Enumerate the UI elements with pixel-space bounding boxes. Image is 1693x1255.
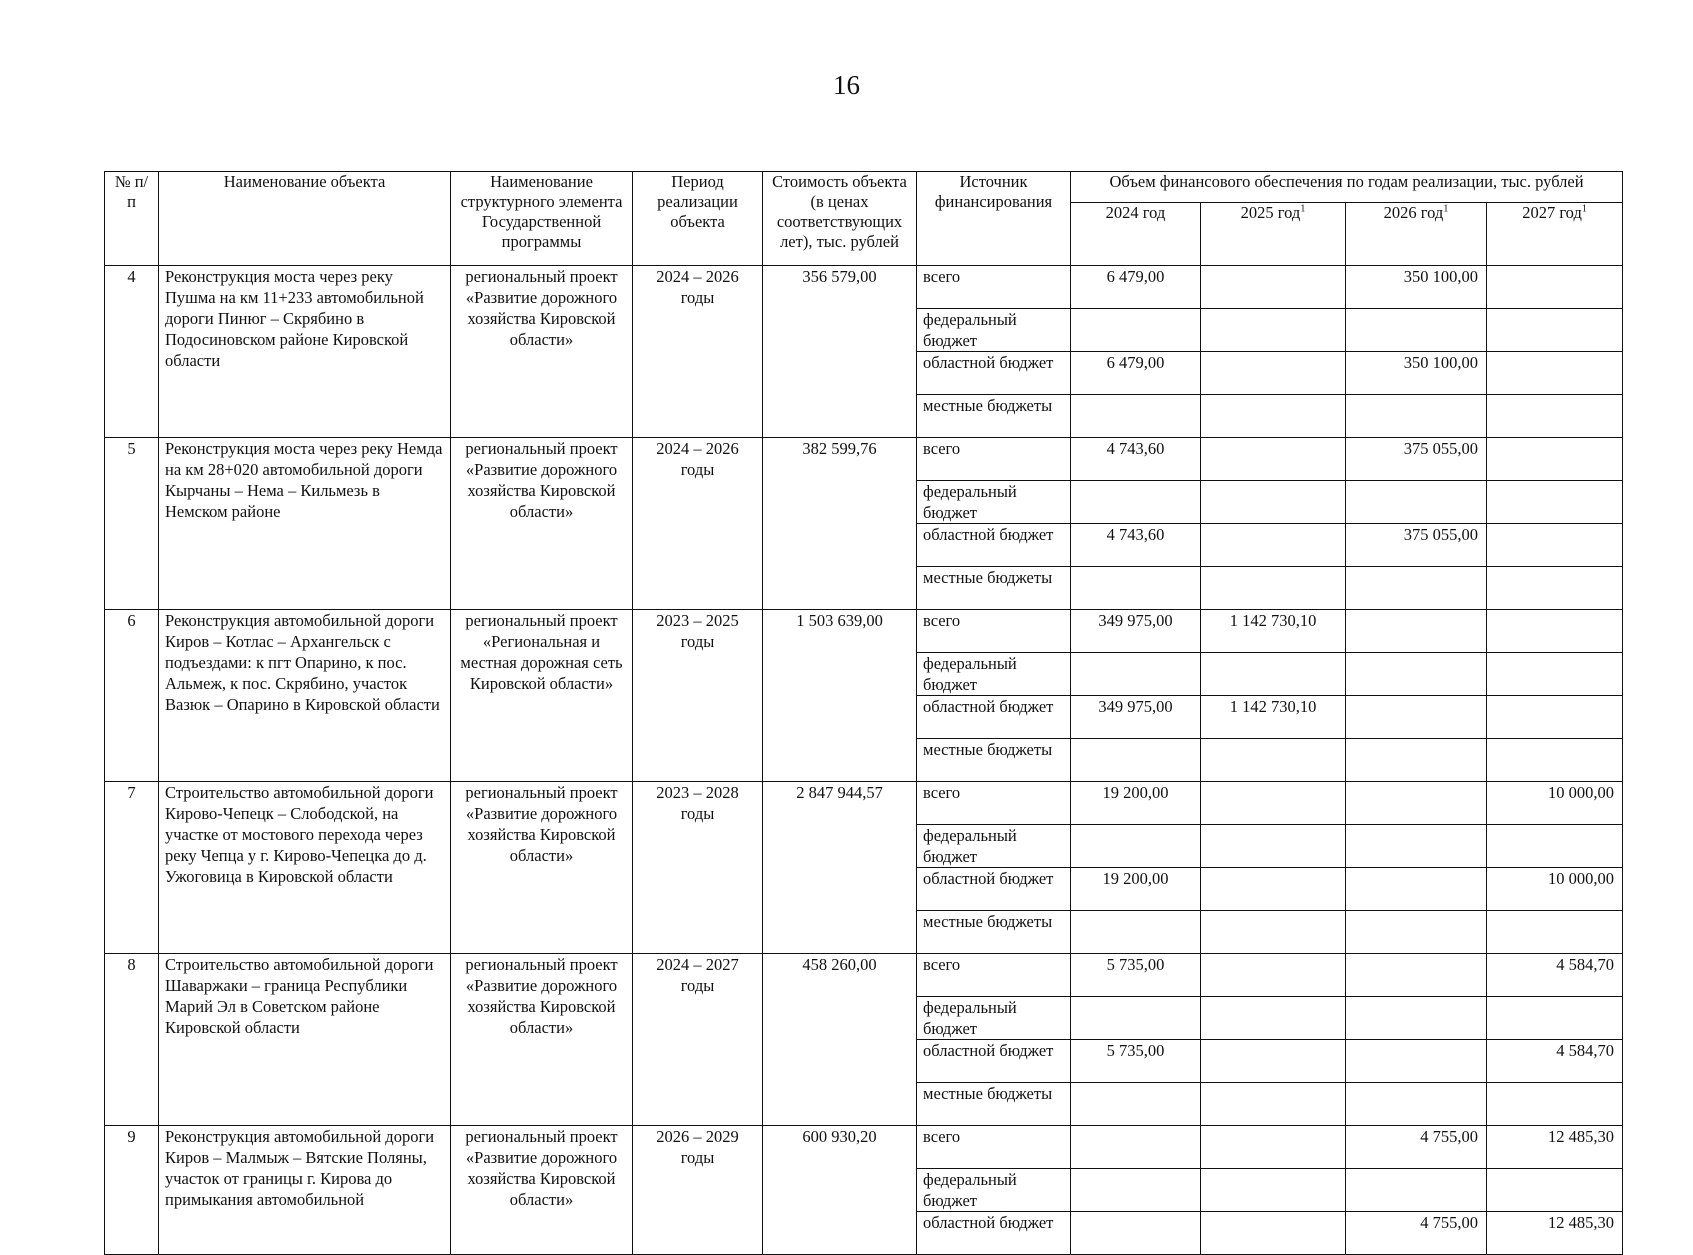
amount-2027: 12 485,30 bbox=[1487, 1126, 1623, 1169]
amount-2024: 6 479,00 bbox=[1071, 266, 1201, 309]
amount-2024: 4 743,60 bbox=[1071, 524, 1201, 567]
amount-2027: 4 584,70 bbox=[1487, 954, 1623, 997]
amount-2025 bbox=[1201, 782, 1346, 825]
amount-2026 bbox=[1346, 481, 1487, 524]
amount-2025 bbox=[1201, 266, 1346, 309]
amount-2024 bbox=[1071, 1169, 1201, 1212]
amount-2027: 10 000,00 bbox=[1487, 782, 1623, 825]
amount-2024 bbox=[1071, 481, 1201, 524]
header-object-name: Наименование объекта bbox=[159, 172, 451, 266]
amount-2027: 10 000,00 bbox=[1487, 868, 1623, 911]
header-source: Источник финансирования bbox=[917, 172, 1071, 266]
amount-2027: 4 584,70 bbox=[1487, 1040, 1623, 1083]
header-cost: Стоимость объекта (в ценах соответствующих лет), тыс. рублей bbox=[763, 172, 917, 266]
amount-2025 bbox=[1201, 1083, 1346, 1126]
amount-2024 bbox=[1071, 309, 1201, 352]
object-cost: 1 503 639,00 bbox=[763, 610, 917, 782]
row-number: 5 bbox=[105, 438, 159, 610]
amount-2024 bbox=[1071, 395, 1201, 438]
amount-2025 bbox=[1201, 997, 1346, 1040]
amount-2026 bbox=[1346, 1169, 1487, 1212]
amount-2025 bbox=[1201, 438, 1346, 481]
funding-source: областной бюджет bbox=[917, 696, 1071, 739]
footnote-mark: 1 bbox=[1443, 203, 1449, 215]
funding-source: всего bbox=[917, 610, 1071, 653]
amount-2027 bbox=[1487, 481, 1623, 524]
amount-2026 bbox=[1346, 739, 1487, 782]
funding-source: всего bbox=[917, 782, 1071, 825]
funding-source: областной бюджет bbox=[917, 524, 1071, 567]
implementation-period: 2024 – 2027 годы bbox=[633, 954, 763, 1126]
table-header bbox=[105, 172, 1623, 266]
amount-2026 bbox=[1346, 395, 1487, 438]
amount-2026 bbox=[1346, 309, 1487, 352]
program-element: региональный проект «Развитие дорожного хозяйства Кировской области» bbox=[451, 266, 633, 438]
amount-2024 bbox=[1071, 1212, 1201, 1255]
funding-source: областной бюджет bbox=[917, 868, 1071, 911]
amount-2025 bbox=[1201, 1169, 1346, 1212]
amount-2026 bbox=[1346, 1083, 1487, 1126]
amount-2024 bbox=[1071, 653, 1201, 696]
object-cost: 600 930,20 bbox=[763, 1126, 917, 1255]
implementation-period: 2024 – 2026 годы bbox=[633, 438, 763, 610]
amount-2026: 375 055,00 bbox=[1346, 438, 1487, 481]
amount-2024: 349 975,00 bbox=[1071, 610, 1201, 653]
table-row bbox=[105, 610, 1623, 653]
funding-source: всего bbox=[917, 1126, 1071, 1169]
amount-2026 bbox=[1346, 954, 1487, 997]
amount-2027 bbox=[1487, 997, 1623, 1040]
amount-2026: 350 100,00 bbox=[1346, 352, 1487, 395]
amount-2026 bbox=[1346, 696, 1487, 739]
header-period: Период реализации объекта bbox=[633, 172, 763, 266]
amount-2025 bbox=[1201, 825, 1346, 868]
funding-source: всего bbox=[917, 266, 1071, 309]
amount-2027 bbox=[1487, 438, 1623, 481]
program-element: региональный проект «Развитие дорожного хозяйства Кировской области» bbox=[451, 438, 633, 610]
program-element: региональный проект «Развитие дорожного хозяйства Кировской области» bbox=[451, 954, 633, 1126]
amount-2024 bbox=[1071, 739, 1201, 782]
header-year-2026: 2026 год$^1$ bbox=[1346, 203, 1487, 266]
funding-source: местные бюджеты bbox=[917, 567, 1071, 610]
funding-source: местные бюджеты bbox=[917, 1083, 1071, 1126]
program-element: региональный проект «Региональная и местная дорожная сеть Кировской области» bbox=[451, 610, 633, 782]
amount-2026: 350 100,00 bbox=[1346, 266, 1487, 309]
amount-2026 bbox=[1346, 1040, 1487, 1083]
amount-2025 bbox=[1201, 653, 1346, 696]
amount-2025 bbox=[1201, 911, 1346, 954]
row-number: 8 bbox=[105, 954, 159, 1126]
amount-2026 bbox=[1346, 782, 1487, 825]
object-name: Реконструкция моста через реку Пушма на км 11+233 автомобильной дороги Пинюг – Скрябино в Подосиновском районе Кировской области bbox=[159, 266, 451, 438]
object-name: Строительство автомобильной дороги Кирово-Чепецк – Слободской, на участке от мостового перехода через реку Чепца у г. Кирово-Чепецка до д. Ужоговица в Кировской области bbox=[159, 782, 451, 954]
funding-source: областной бюджет bbox=[917, 352, 1071, 395]
amount-2024 bbox=[1071, 825, 1201, 868]
implementation-period: 2024 – 2026 годы bbox=[633, 266, 763, 438]
amount-2024: 349 975,00 bbox=[1071, 696, 1201, 739]
amount-2026 bbox=[1346, 997, 1487, 1040]
header-year-2025: 2025 год$^1$ bbox=[1201, 203, 1346, 266]
funding-source: местные бюджеты bbox=[917, 395, 1071, 438]
table-row bbox=[105, 782, 1623, 825]
program-element: региональный проект «Развитие дорожного хозяйства Кировской области» bbox=[451, 782, 633, 954]
amount-2024: 19 200,00 bbox=[1071, 782, 1201, 825]
amount-2025: 1 142 730,10 bbox=[1201, 610, 1346, 653]
amount-2027 bbox=[1487, 395, 1623, 438]
object-cost: 356 579,00 bbox=[763, 266, 917, 438]
implementation-period: 2023 – 2025 годы bbox=[633, 610, 763, 782]
funding-source: всего bbox=[917, 954, 1071, 997]
amount-2024 bbox=[1071, 567, 1201, 610]
object-name: Реконструкция моста через реку Немда на км 28+020 автомобильной дороги Кырчаны – Нема – Кильмезь в Немском районе bbox=[159, 438, 451, 610]
funding-source: федеральный бюджет bbox=[917, 653, 1071, 696]
funding-source: местные бюджеты bbox=[917, 739, 1071, 782]
amount-2025 bbox=[1201, 1040, 1346, 1083]
header-year-2024: 2024 год bbox=[1071, 203, 1201, 266]
object-cost: 382 599,76 bbox=[763, 438, 917, 610]
amount-2024: 6 479,00 bbox=[1071, 352, 1201, 395]
amount-2027 bbox=[1487, 524, 1623, 567]
funding-source: местные бюджеты bbox=[917, 911, 1071, 954]
amount-2025 bbox=[1201, 567, 1346, 610]
financing-table bbox=[104, 171, 1623, 1255]
amount-2026 bbox=[1346, 868, 1487, 911]
amount-2025 bbox=[1201, 481, 1346, 524]
amount-2025 bbox=[1201, 1126, 1346, 1169]
funding-source: всего bbox=[917, 438, 1071, 481]
header-year-2027: 2027 год$^1$ bbox=[1487, 203, 1623, 266]
row-number: 6 bbox=[105, 610, 159, 782]
amount-2025 bbox=[1201, 954, 1346, 997]
amount-2026 bbox=[1346, 911, 1487, 954]
amount-2024: 19 200,00 bbox=[1071, 868, 1201, 911]
funding-source: областной бюджет bbox=[917, 1040, 1071, 1083]
amount-2026 bbox=[1346, 567, 1487, 610]
amount-2024: 5 735,00 bbox=[1071, 1040, 1201, 1083]
amount-2024 bbox=[1071, 1126, 1201, 1169]
footnote-mark: 1 bbox=[1581, 203, 1587, 215]
amount-2024: 5 735,00 bbox=[1071, 954, 1201, 997]
table-row bbox=[105, 266, 1623, 309]
object-name: Реконструкция автомобильной дороги Киров – Котлас – Архангельск с подъездами: к пгт Опарино, к пос. Альмеж, к пос. Скрябино, участок Вазюк – Опарино в Кировской области bbox=[159, 610, 451, 782]
amount-2027 bbox=[1487, 266, 1623, 309]
amount-2027 bbox=[1487, 739, 1623, 782]
amount-2025 bbox=[1201, 868, 1346, 911]
table-row bbox=[105, 1126, 1623, 1169]
amount-2025 bbox=[1201, 1212, 1346, 1255]
header-volume: Объем финансового обеспечения по годам реализации, тыс. рублей bbox=[1071, 172, 1623, 203]
amount-2027: 12 485,30 bbox=[1487, 1212, 1623, 1255]
amount-2024 bbox=[1071, 1083, 1201, 1126]
page-number: 16 bbox=[833, 70, 860, 100]
amount-2027 bbox=[1487, 911, 1623, 954]
amount-2027 bbox=[1487, 309, 1623, 352]
object-name: Реконструкция автомобильной дороги Киров – Малмыж – Вятские Поляны, участок от границы г. Кирова до примыкания автомобильной bbox=[159, 1126, 451, 1255]
amount-2025: 1 142 730,10 bbox=[1201, 696, 1346, 739]
amount-2027 bbox=[1487, 1083, 1623, 1126]
amount-2026: 375 055,00 bbox=[1346, 524, 1487, 567]
row-number: 4 bbox=[105, 266, 159, 438]
amount-2027 bbox=[1487, 352, 1623, 395]
amount-2026 bbox=[1346, 653, 1487, 696]
object-cost: 458 260,00 bbox=[763, 954, 917, 1126]
amount-2027 bbox=[1487, 653, 1623, 696]
funding-source: федеральный бюджет bbox=[917, 997, 1071, 1040]
amount-2026: 4 755,00 bbox=[1346, 1212, 1487, 1255]
amount-2025 bbox=[1201, 352, 1346, 395]
header-num: № п/п bbox=[105, 172, 159, 266]
row-number: 9 bbox=[105, 1126, 159, 1255]
amount-2025 bbox=[1201, 309, 1346, 352]
header-program-element: Наименование структурного элемента Государственной программы bbox=[451, 172, 633, 266]
amount-2027 bbox=[1487, 1169, 1623, 1212]
funding-source: областной бюджет bbox=[917, 1212, 1071, 1255]
amount-2026 bbox=[1346, 610, 1487, 653]
amount-2027 bbox=[1487, 567, 1623, 610]
program-element: региональный проект «Развитие дорожного хозяйства Кировской области» bbox=[451, 1126, 633, 1255]
implementation-period: 2023 – 2028 годы bbox=[633, 782, 763, 954]
amount-2027 bbox=[1487, 825, 1623, 868]
amount-2025 bbox=[1201, 739, 1346, 782]
footnote-mark: 1 bbox=[1300, 203, 1306, 215]
table-body bbox=[105, 266, 1623, 1255]
object-name: Строительство автомобильной дороги Шаваржаки – граница Республики Марий Эл в Советском районе Кировской области bbox=[159, 954, 451, 1126]
amount-2026: 4 755,00 bbox=[1346, 1126, 1487, 1169]
table-row bbox=[105, 954, 1623, 997]
amount-2024: 4 743,60 bbox=[1071, 438, 1201, 481]
funding-source: федеральный бюджет bbox=[917, 481, 1071, 524]
object-cost: 2 847 944,57 bbox=[763, 782, 917, 954]
amount-2027 bbox=[1487, 696, 1623, 739]
row-number: 7 bbox=[105, 782, 159, 954]
amount-2024 bbox=[1071, 997, 1201, 1040]
amount-2027 bbox=[1487, 610, 1623, 653]
amount-2026 bbox=[1346, 825, 1487, 868]
amount-2025 bbox=[1201, 524, 1346, 567]
implementation-period: 2026 – 2029 годы bbox=[633, 1126, 763, 1255]
amount-2025 bbox=[1201, 395, 1346, 438]
table-row bbox=[105, 438, 1623, 481]
funding-source: федеральный бюджет bbox=[917, 1169, 1071, 1212]
funding-source: федеральный бюджет bbox=[917, 309, 1071, 352]
funding-source: федеральный бюджет bbox=[917, 825, 1071, 868]
amount-2024 bbox=[1071, 911, 1201, 954]
